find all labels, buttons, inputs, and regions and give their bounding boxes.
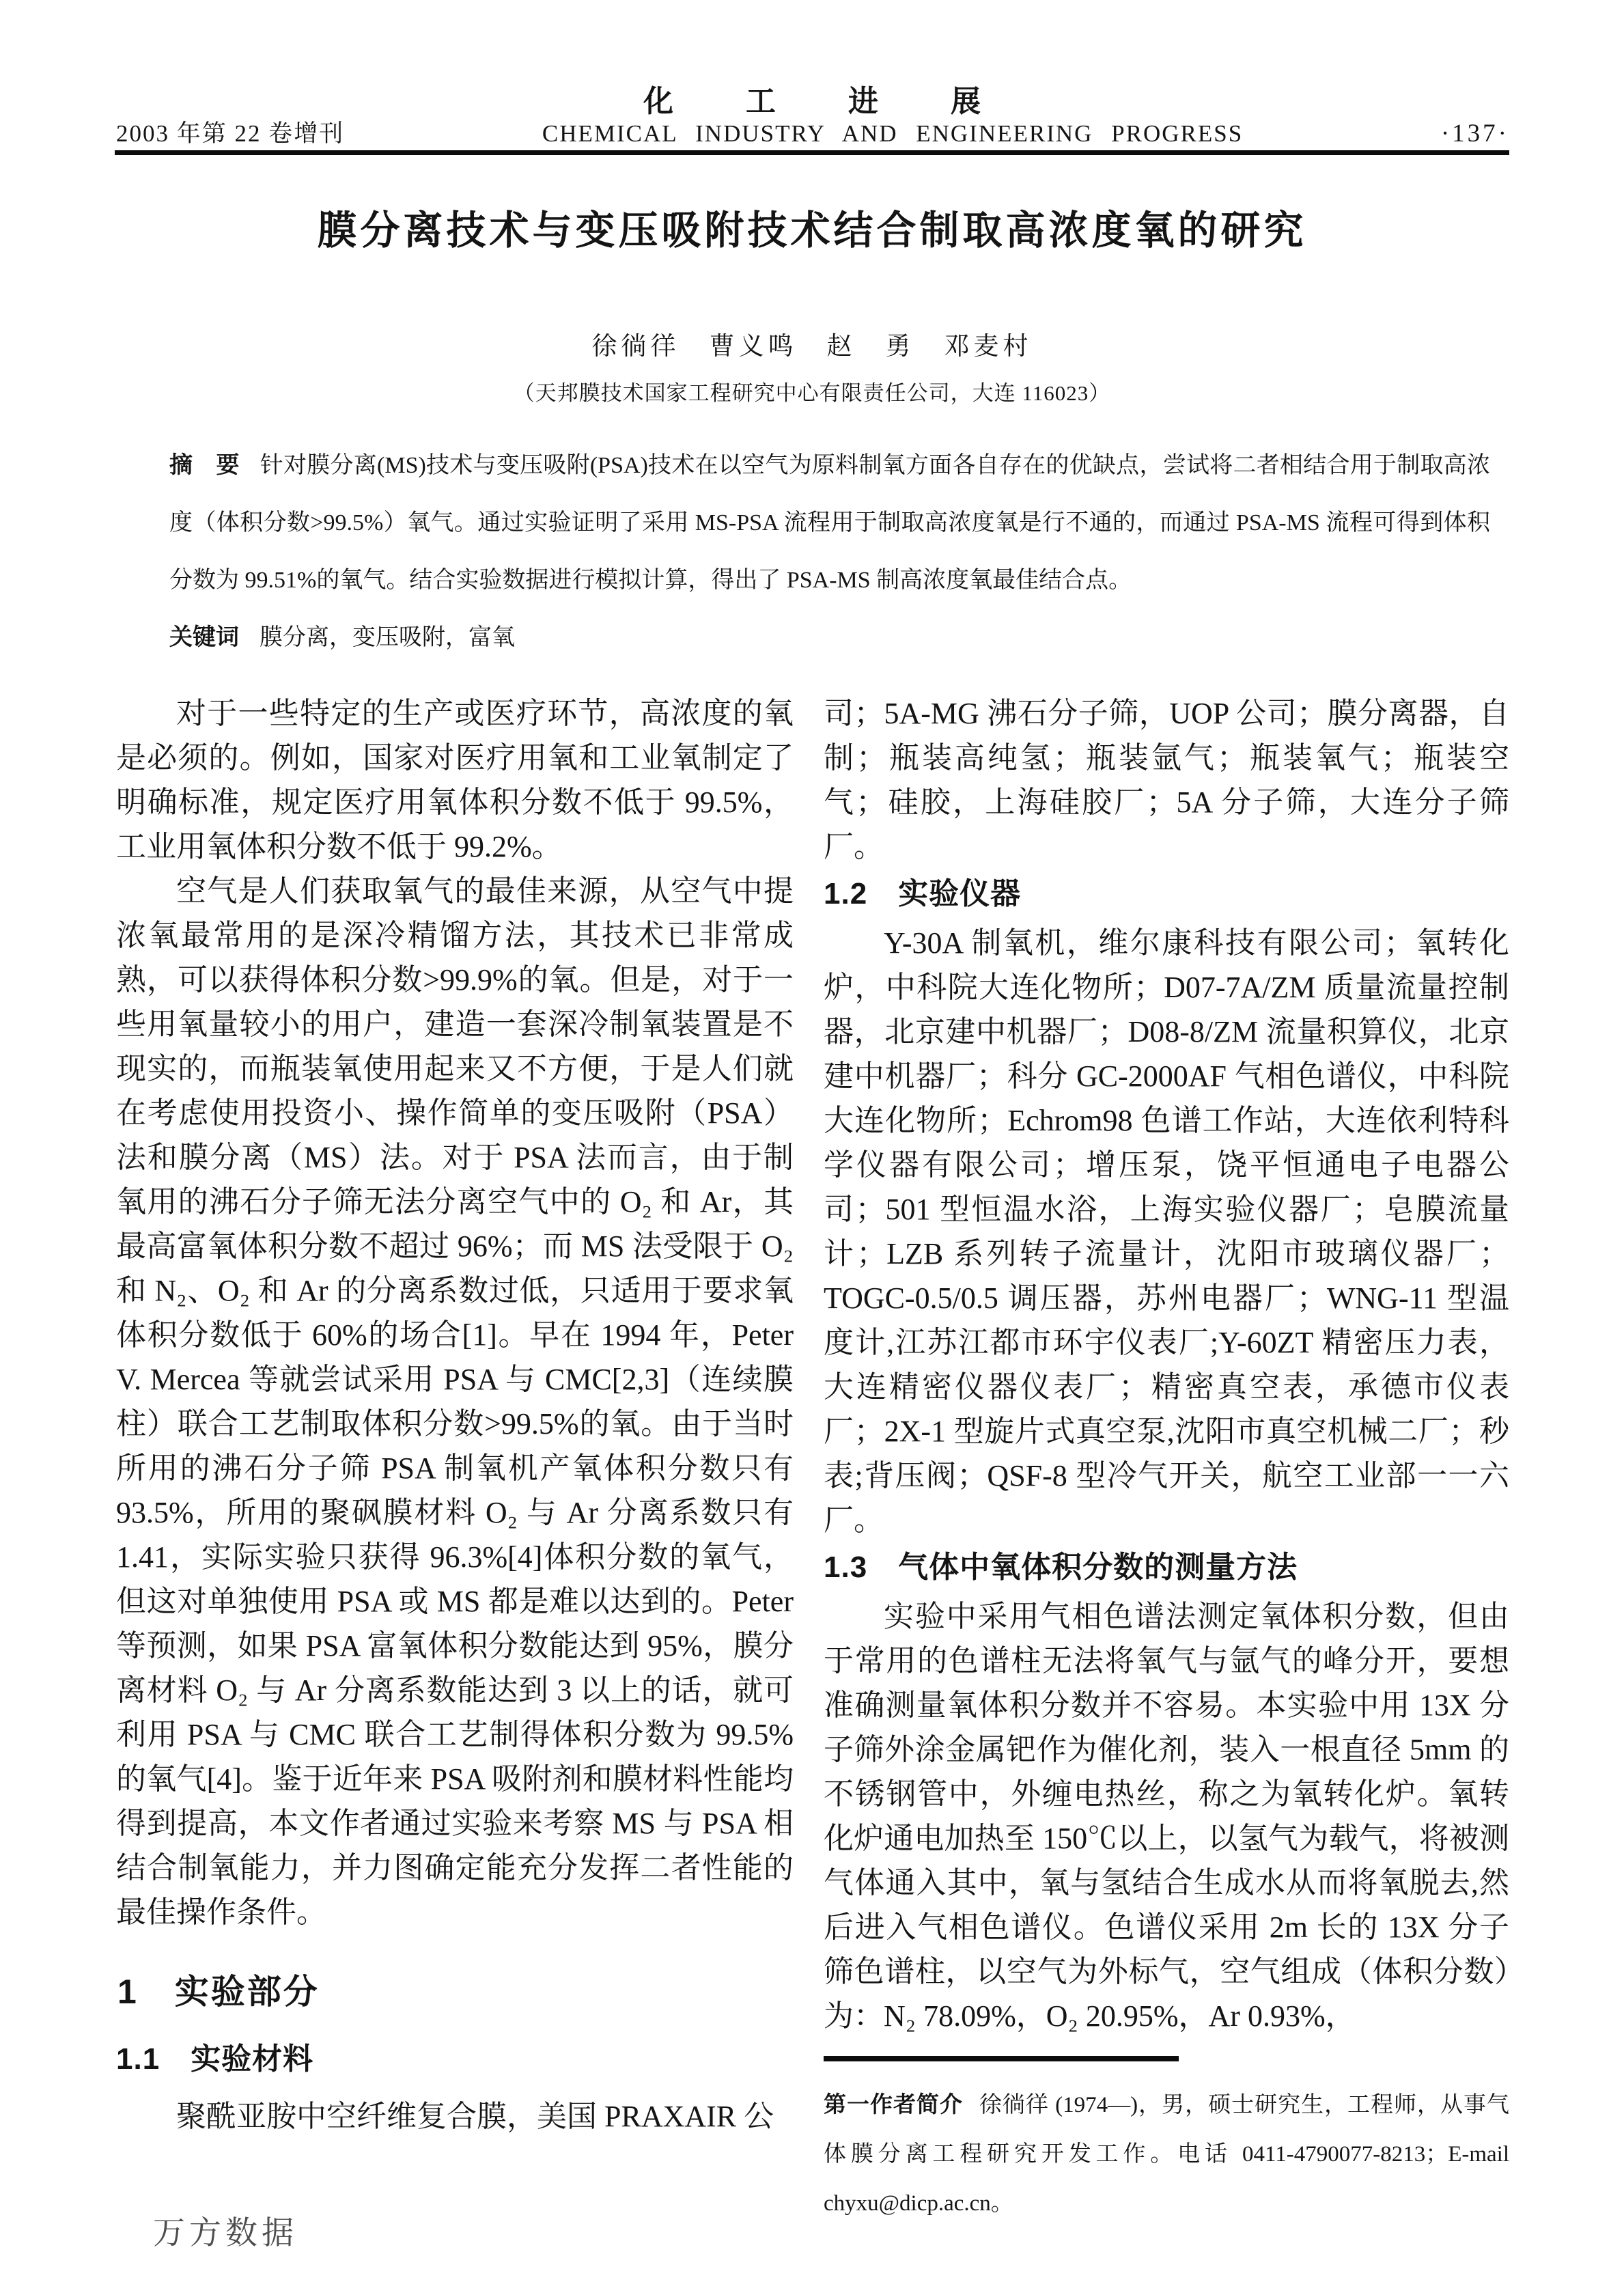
section-heading-1: 1 实验部分 [117,1973,320,2011]
journal-name-en: CHEMICAL INDUSTRY AND ENGINEERING PROGRESS [542,120,1244,147]
keywords-label: 关键词 [169,625,239,650]
footnote-divider [824,2056,1179,2061]
abstract-label: 摘 要 [169,453,240,478]
abstract-block [169,437,1490,667]
section-heading-1-1: 1.1 实验材料 [116,2042,314,2076]
journal-name-cn: 化工进展 [643,85,1053,118]
page-number: ·137· [1440,120,1509,148]
paragraph: 聚酰亚胺中空纤维复合膜，美国 PRAXAIR 公 [176,2100,774,2133]
authors-line: 徐徜徉 曹义鸣 赵 勇 邓麦村 [591,333,1033,361]
footnote [824,2081,1509,2228]
keywords-text: 膜分离，变压吸附，富氧 [260,625,515,650]
watermark: 万方数据 [153,2216,298,2251]
keywords-line [169,609,1490,667]
abstract-text: 针对膜分离(MS)技术与变压吸附(PSA)技术在以空气为原料制氧方面各自存在的优缺点，尝试将二者相结合用于制取高浓度（体积分数>99.5%）氧气。通过实验证明了采用 MS-PSA 流程用于制取高浓度氧是行不通的，而通过 PSA-MS 流程可得到体积分数为 99.51%的氧气。结合实验数据进行模拟计算，得出了 PSA-MS 制高浓度氧最佳结合点。 [169,453,1490,593]
paragraph: 对于一些特定的生产或医疗环节，高浓度的氧是必须的。例如，国家对医疗用氧和工业氧制定了明确标准，规定医疗用氧体积分数不低于 99.5%，工业用氧体积分数不低于 99.2%。 [116,697,794,863]
paragraph: 司；5A-MG 沸石分子筛，UOP 公司；膜分离器，自制；瓶装高纯氢；瓶装氩气；瓶装氧气；瓶装空气；硅胶，上海硅胶厂；5A 分子筛，大连分子筛厂。 [824,697,1509,863]
footnote-text: 徐徜徉 (1974—)，男，硕士研究生，工程师，从事气体膜分离工程研究开发工作。电话 0411-4790077-8213；E-mail chyxu@dicp.ac.cn。 [824,2093,1510,2216]
section-heading-1-3: 1.3 气体中氧体积分数的测量方法 [824,1550,1298,1584]
paragraph: 空气是人们获取氧气的最佳来源，从空气中提浓氧最常用的是深冷精馏方法，其技术已非常成熟，可以获得体积分数>99.9%的氧。但是，对于一些用氧量较小的用户，建造一套深冷制氧装置是不现实的，而瓶装氧使用起来又不方便，于是人们就在考虑使用投资小、操作简单的变压吸附（PSA）法和膜分离（MS）法。对于 PSA 法而言，由于制氧用的沸石分子筛无法分离空气中的 O₂ 和 Ar，其最高富氧体积分数不超过 96%；而 MS 法受限于 O₂ 和 N₂、O₂ 和 Ar 的分离系数过低，只适用于要求氧体积分数低于 60%的场合[1]。早在 1994 年，Peter V. Mercea 等就尝试采用 PSA 与 CMC[2,3]（连续膜柱）联合工艺制取体积分数>99.5%的氧。由于当时所用的沸石分子筛 PSA 制氧机产氧体积分数只有 93.5%，所用的聚砜膜材料 O₂ 与 Ar 分离系数只有 1.41，实际实验只获得 96.3%[4]体积分数的氧气，但这对单独使用 PSA 或 MS 都是难以达到的。Peter 等预测，如果 PSA 富氧体积分数能达到 95%，膜分离材料 O₂ 与 Ar 分离系数能达到 3 以上的话，就可利用 PSA 与 CMC 联合工艺制得体积分数为 99.5%的氧气[4]。鉴于近年来 PSA 吸附剂和膜材料性能均得到提高，本文作者通过实验来考察 MS 与 PSA 相结合制氧能力，并力图确定能充分发挥二者性能的最佳操作条件。 [116,874,794,1929]
abstract-paragraph [169,437,1490,609]
body-column-left [116,691,794,2139]
footnote-label: 第一作者简介 [824,2093,963,2117]
paper-title: 膜分离技术与变压吸附技术结合制取高浓度氧的研究 [317,208,1307,253]
paragraph: 实验中采用气相色谱法测定氧体积分数，但由于常用的色谱柱无法将氧气与氩气的峰分开，要想准确测量氧体积分数并不容易。本实验中用 13X 分子筛外涂金属钯作为催化剂，装入一根直径 5mm 的不锈钢管中，外缠电热丝，称之为氧转化炉。氧转化炉通电加热至 150℃以上，以氢气为载气，将被测气体通入其中，氧与氢结合生成水从而将氧脱去,然后进入气相色谱仪。色谱仪采用 2m 长的 13X 分子筛色谱柱，以空气为外标气，空气组成（体积分数）为：N₂ 78.09%，O₂ 20.95%，Ar 0.93%， [824,1600,1509,2033]
paragraph: Y-30A 制氧机，维尔康科技有限公司；氧转化炉，中科院大连化物所；D07-7A/ZM 质量流量控制器，北京建中机器厂；D08-8/ZM 流量积算仪，北京建中机器厂；科分 GC-2000AF 气相色谱仪，中科院大连化物所；Echrom98 色谱工作站，大连依利特科学仪器有限公司；增压泵，饶平恒通电子电器公司；501 型恒温水浴，上海实验仪器厂；皂膜流量计；LZB 系列转子流量计，沈阳市玻璃仪器厂；TOGC-0.5/0.5 调压器，苏州电器厂；WNG-11 型温度计,江苏江都市环宇仪表厂;Y-60ZT 精密压力表，大连精密仪器仪表厂；精密真空表，承德市仪表厂；2X-1 型旋片式真空泵,沈阳市真空机械二厂；秒表;背压阀；QSF-8 型冷气开关，航空工业部一一六厂。 [824,926,1509,1537]
header-divider [115,150,1509,155]
header-row [116,115,1509,149]
body-column-right [824,691,1509,2228]
issue-info: 2003 年第 22 卷增刊 [116,120,345,147]
affiliation-line: （天邦膜技术国家工程研究中心有限责任公司，大连 116023） [513,381,1111,405]
section-heading-1-2: 1.2 实验仪器 [824,877,1022,910]
